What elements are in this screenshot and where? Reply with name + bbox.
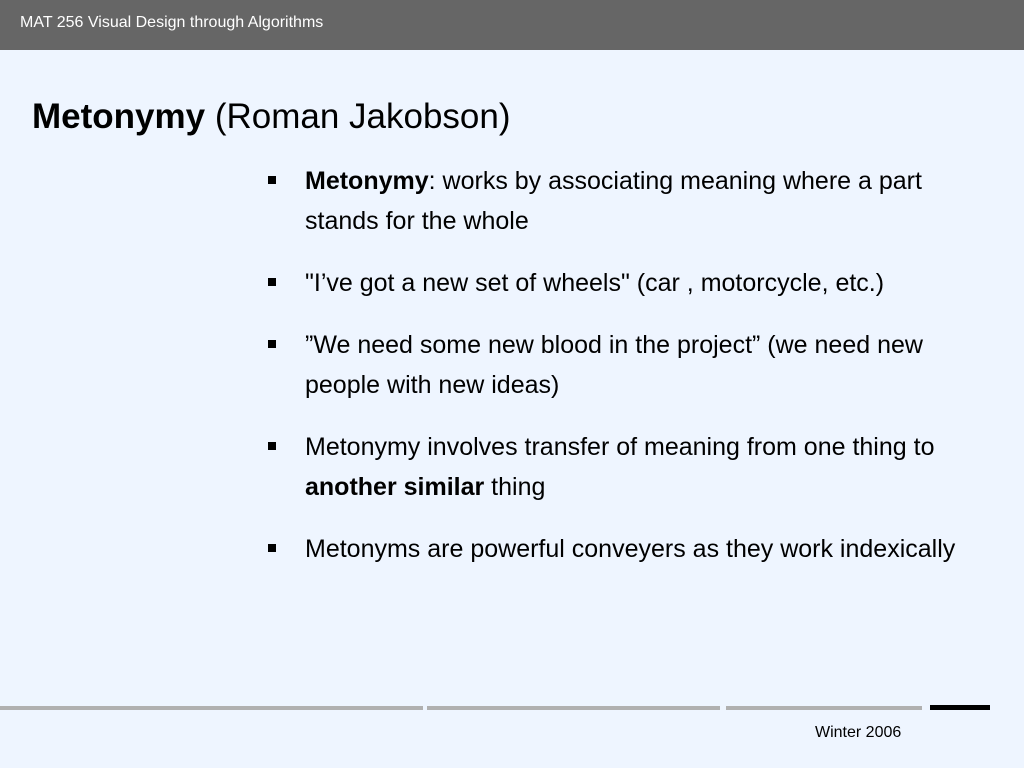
bullet-item <box>268 325 988 405</box>
slide-title <box>32 96 511 138</box>
square-bullet-icon <box>268 278 276 286</box>
footer-divider <box>726 706 922 710</box>
bullet-text: ”We need some new blood in the project” (we need new people with new ideas) <box>305 331 923 399</box>
bullet-text: "I’ve got a new set of wheels" (car , motorcycle, etc.) <box>305 269 885 297</box>
square-bullet-icon <box>268 340 276 348</box>
bullet-item <box>268 263 988 303</box>
bullet-list <box>268 161 988 591</box>
square-bullet-icon <box>268 544 276 552</box>
footer-divider <box>427 706 720 710</box>
bullet-item <box>268 161 988 241</box>
footer-date: Winter 2006 <box>815 724 902 741</box>
bullet-item <box>268 427 988 507</box>
square-bullet-icon <box>268 176 276 184</box>
bullet-text: Metonyms are powerful conveyers as they work indexically <box>305 535 956 563</box>
footer-divider <box>0 706 423 710</box>
bullet-text: : works by associating meaning where a part stands for the whole <box>305 167 922 235</box>
bullet-text-pre: Metonymy involves transfer of meaning from one thing to <box>305 433 935 461</box>
header-bar <box>0 0 1024 50</box>
course-title: MAT 256 Visual Design through Algorithms <box>20 14 324 31</box>
bullet-term: Metonymy <box>305 167 429 195</box>
slide-title-bold: Metonymy <box>32 97 206 136</box>
slide-title-subtitle: (Roman Jakobson) <box>214 97 511 136</box>
footer-divider-accent <box>930 705 990 710</box>
bullet-text-post: thing <box>484 473 546 501</box>
square-bullet-icon <box>268 442 276 450</box>
bullet-item <box>268 529 988 569</box>
bullet-emphasis: another similar <box>305 473 485 501</box>
